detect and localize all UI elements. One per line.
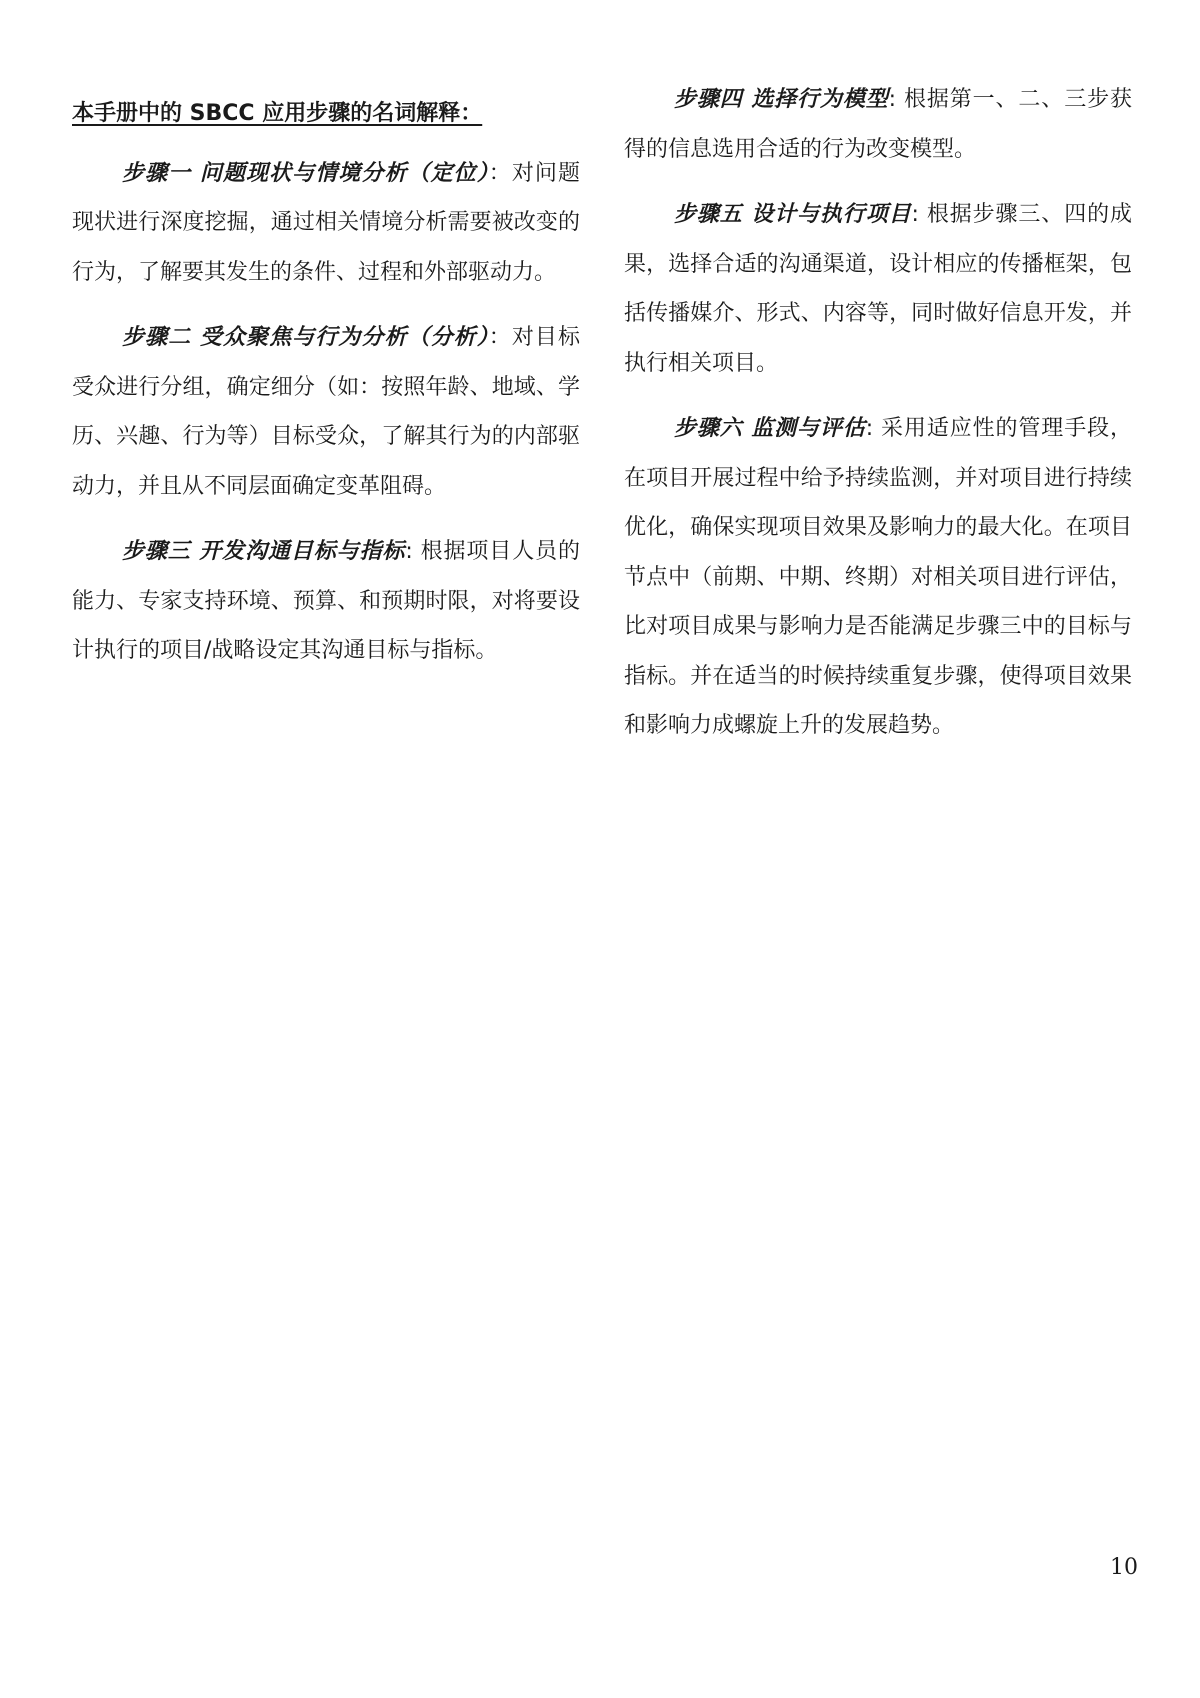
step-2-paragraph (72, 313, 580, 511)
step-4-paragraph (624, 75, 1132, 174)
step-1-paragraph (72, 149, 580, 298)
left-column (72, 89, 580, 692)
step-4-term: 步骤四 选择行为模型 (674, 87, 889, 112)
step-3-term: 步骤三 开发沟通目标与指标 (122, 539, 406, 564)
section-heading: 本手册中的 SBCC 应用步骤的名词解释： (72, 101, 483, 126)
step-4-separator: : (888, 87, 904, 112)
step-2-separator: ： (488, 325, 512, 350)
step-2-term: 步骤二 受众聚焦与行为分析（分析） (122, 325, 489, 350)
step-6-term: 步骤六 监测与评估 (674, 416, 866, 441)
step-3-text: 根据项目人员的能力、专家支持环境、预算、和预期时限，对将要设计执行的项目/战略设定其沟通目标与指标。 (72, 539, 580, 663)
step-5-text: 根据步骤三、四的成果，选择合适的沟通渠道，设计相应的传播框架，包括传播媒介、形式、内容等，同时做好信息开发，并执行相关项目。 (624, 202, 1132, 376)
step-2-text: 对目标受众进行分组，确定细分（如：按照年龄、地域、学历、兴趣、行为等）目标受众，了解其行为的内部驱动力，并且从不同层面确定变革阻碍。 (72, 325, 580, 499)
step-5-paragraph (624, 190, 1132, 388)
step-3-paragraph (72, 527, 580, 676)
step-6-paragraph (624, 404, 1132, 751)
step-5-separator: : (911, 202, 927, 227)
step-4-text: 根据第一、二、三步获得的信息选用合适的行为改变模型。 (624, 87, 1132, 162)
step-5-term: 步骤五 设计与执行项目 (674, 202, 912, 227)
step-1-separator: ： (488, 160, 512, 186)
page-number: 10 (1110, 1555, 1138, 1580)
step-6-text: 采用适应性的管理手段，在项目开展过程中给予持续监测，并对项目进行持续优化，确保实现项目效果及影响力的最大化。在项目节点中（前期、中期、终期）对相关项目进行评估，比对项目成果与影响力是否能满足步骤三中的目标与指标。并在适当的时候持续重复步骤，使得项目效果和影响力成螺旋上升的发展趋势。 (624, 416, 1132, 738)
step-1-text: 对问题现状进行深度挖掘，通过相关情境分析需要被改变的行为，了解要其发生的条件、过程和外部驱动力。 (72, 160, 580, 285)
step-1-term: 步骤一 问题现状与情境分析（定位） (122, 160, 489, 186)
step-6-separator: : (865, 416, 882, 441)
right-column (624, 75, 1132, 767)
step-3-separator: : (405, 539, 421, 564)
